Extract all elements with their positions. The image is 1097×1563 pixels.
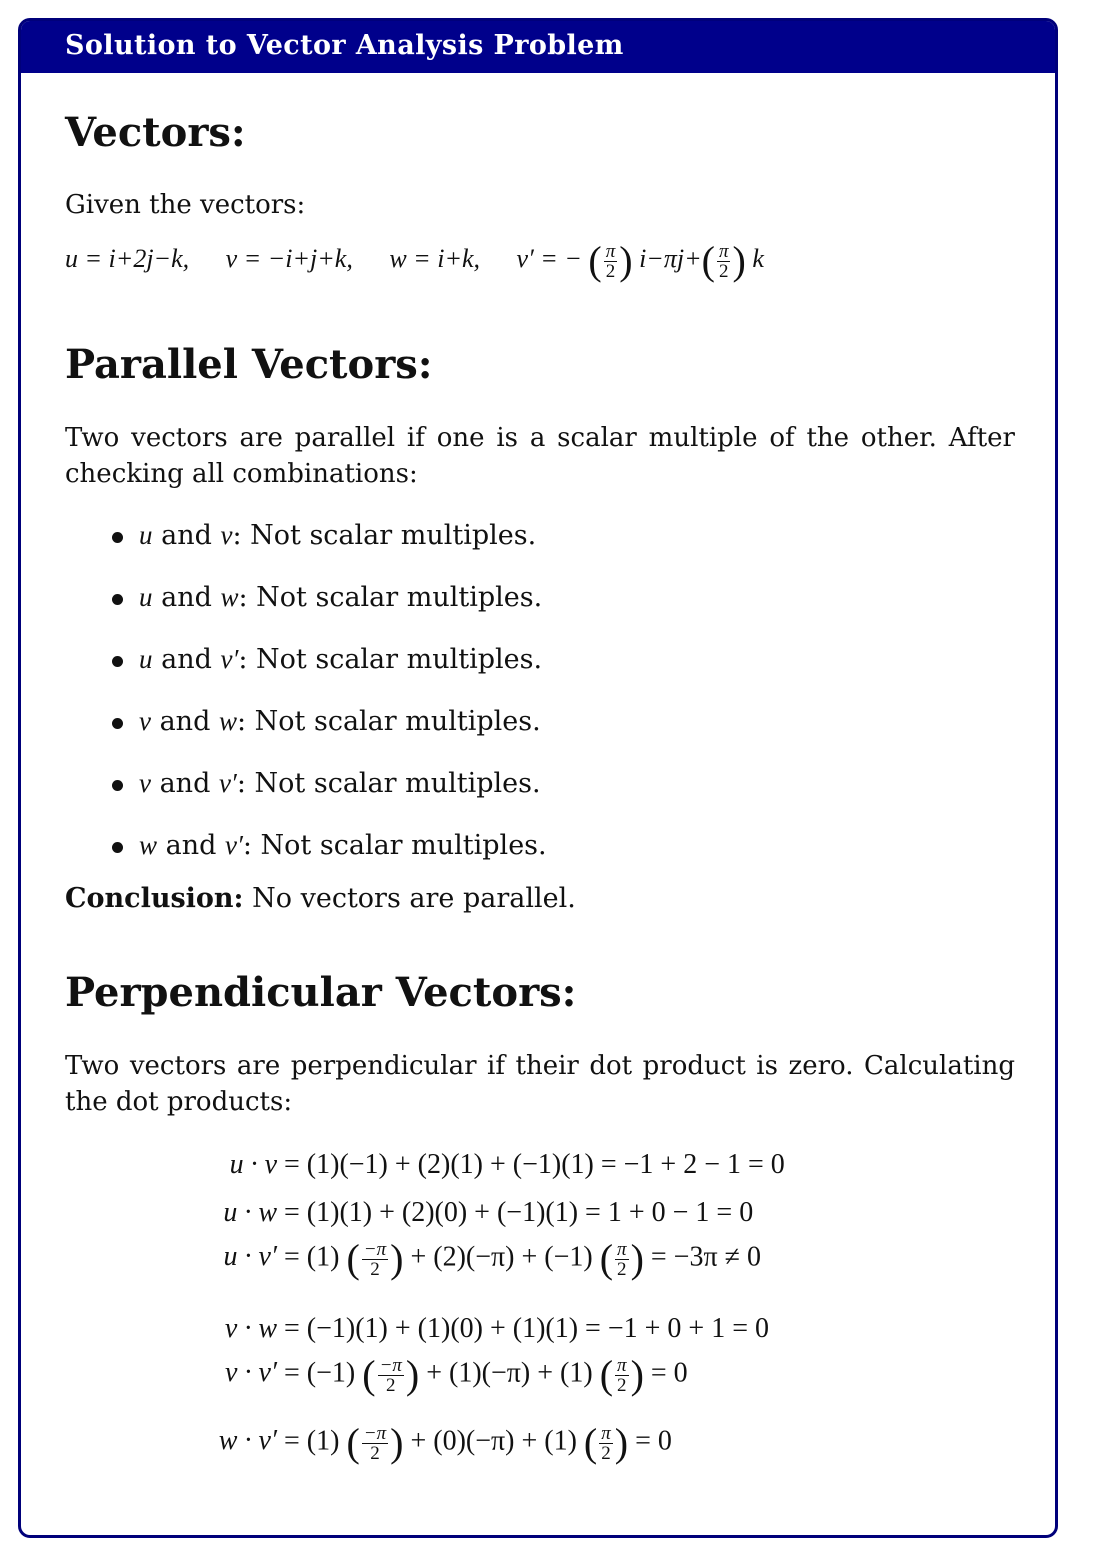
- close-paren: ): [732, 238, 746, 283]
- vector-vprime-mid: i−πj+: [639, 243, 702, 273]
- pi-over-two: $\frac{\pi}{2}$: [605, 240, 616, 282]
- vector-v: v = −i+j+k,: [225, 243, 353, 273]
- equation-u-dot-w: u · w = (1)(1) + (2)(0) + (−1)(1) = 1 + 0 − 1 = 0: [223, 1197, 754, 1228]
- neg-pi-over-two: $\frac{-\pi}{2}$: [363, 1238, 387, 1280]
- pi-over-two: $\frac{\pi}{2}$: [617, 1354, 627, 1396]
- vectors-intro: Given the vectors:: [65, 190, 306, 220]
- equation-w-dot-vprime: w · v′ = (1) ( $\frac{-\pi}{2}$ ) + (0)(−π) + (1) ( $\frac{\pi}{2}$ ) = 0: [218, 1420, 672, 1465]
- equation-u-dot-v: u · v = (1)(−1) + (2)(1) + (−1)(1) = −1 + 2 − 1 = 0: [229, 1149, 785, 1180]
- pi-over-two: $\frac{\pi}{2}$: [601, 1422, 611, 1464]
- vectors-heading: Vectors:: [65, 109, 246, 156]
- vector-u: u = i+2j−k,: [65, 243, 190, 273]
- list-item: v and w: Not scalar multiples.: [64, 703, 964, 740]
- neg-pi-over-two: $\frac{-\pi}{2}$: [379, 1354, 402, 1396]
- solution-box: [18, 18, 1058, 1538]
- parallel-list: [64, 517, 964, 864]
- pi-over-two: $\frac{\pi}{2}$: [617, 1238, 627, 1280]
- list-item: v and v′: Not scalar multiples.: [64, 765, 964, 802]
- perpendicular-intro: Two vectors are perpendicular if their dot product is zero. Calculating the dot products:: [65, 1051, 1015, 1117]
- equation-v-dot-w: v · w = (−1)(1) + (1)(0) + (1)(1) = −1 + 0 + 1 = 0: [224, 1313, 770, 1344]
- vector-vprime-end: k: [752, 243, 764, 273]
- parallel-intro: Two vectors are parallel if one is a scalar multiple of the other. After checking all combinations:: [65, 423, 1015, 489]
- box-title: Solution to Vector Analysis Problem: [21, 21, 1055, 73]
- conclusion-text: No vectors are parallel.: [252, 883, 576, 914]
- equation-u-dot-vprime: u · v′ = (1) ( $\frac{-\pi}{2}$ ) + (2)(−π) + (−1) ( $\frac{\pi}{2}$ ) = −3π ≠ 0: [223, 1236, 761, 1281]
- parallel-conclusion: [65, 881, 576, 917]
- conclusion-label: Conclusion:: [65, 883, 244, 914]
- perpendicular-heading: Perpendicular Vectors:: [65, 969, 577, 1016]
- list-item: w and v′: Not scalar multiples.: [64, 827, 964, 864]
- close-paren: ): [619, 238, 633, 283]
- vector-w: w = i+k,: [389, 243, 481, 273]
- list-item: u and v: Not scalar multiples.: [64, 517, 964, 554]
- vector-vprime-lhs: v′ = −: [516, 243, 582, 273]
- list-item: u and v′: Not scalar multiples.: [64, 641, 964, 678]
- open-paren: (: [588, 238, 602, 283]
- equation-v-dot-vprime: v · v′ = (−1) ( $\frac{-\pi}{2}$ ) + (1)(−π) + (1) ( $\frac{\pi}{2}$ ) = 0: [225, 1352, 688, 1397]
- pi-over-two: $\frac{\pi}{2}$: [718, 240, 729, 282]
- list-item: u and w: Not scalar multiples.: [64, 579, 964, 616]
- vector-definitions: [65, 238, 764, 283]
- open-paren: (: [701, 238, 715, 283]
- neg-pi-over-two: $\frac{-\pi}{2}$: [363, 1422, 387, 1464]
- parallel-heading: Parallel Vectors:: [65, 341, 433, 388]
